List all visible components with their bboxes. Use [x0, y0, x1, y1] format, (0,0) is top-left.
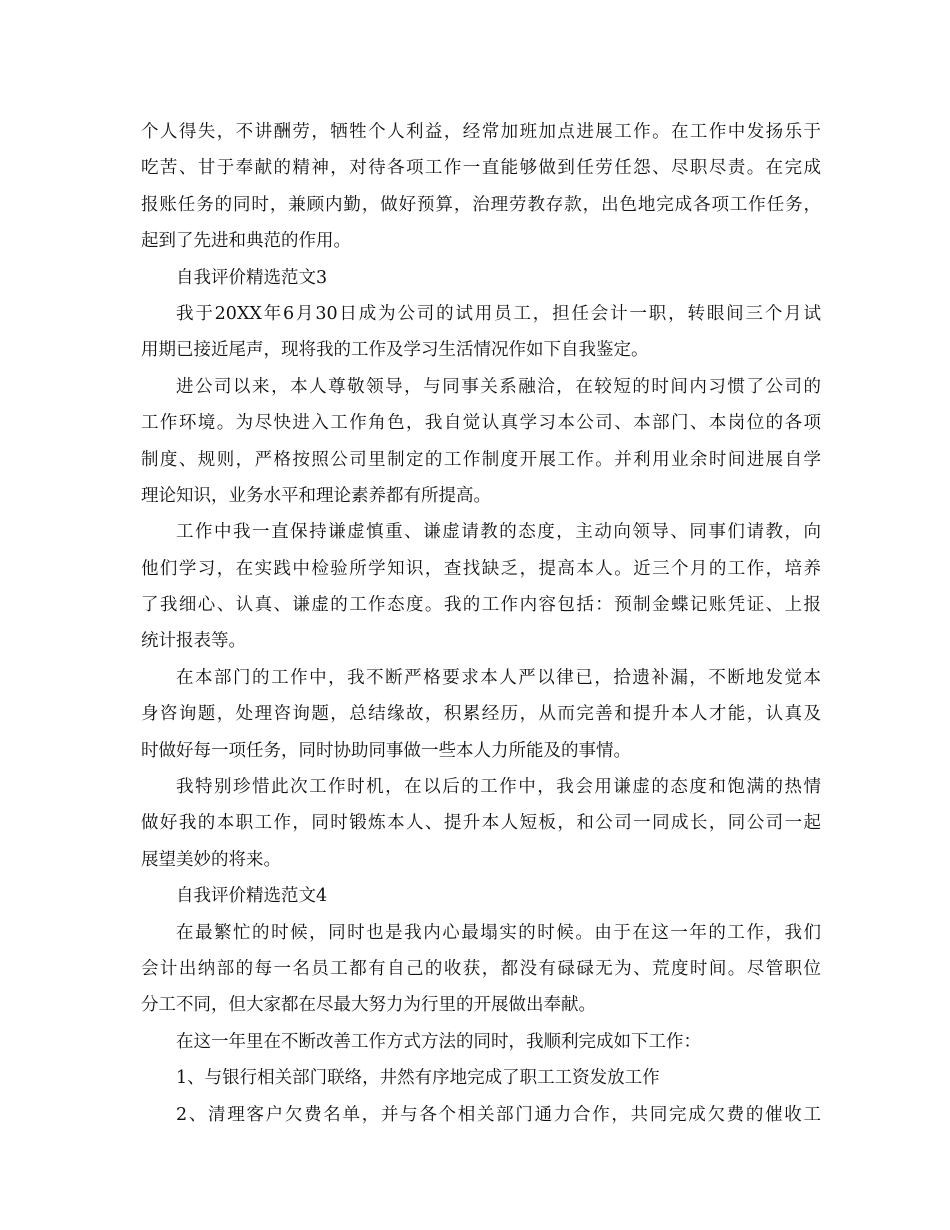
- text-line: 了我细心、认真、谦虚的工作态度。我的工作内容包括：预制金蝶记账凭证、上报: [141, 595, 821, 616]
- text-line: 报账任务的同时，兼顾内勤，做好预算，治理劳教存款，出色地完成各项工作任务，: [141, 194, 821, 215]
- text-line: 我特别珍惜此次工作时机，在以后的工作中，我会用谦虚的态度和饱满的热情: [176, 777, 821, 798]
- text-line: 我于20XX年6月30日成为公司的试用员工，担任会计一职，转眼间三个月试: [176, 303, 821, 324]
- text-line: 展望美妙的将来。: [141, 849, 281, 870]
- text-line: 做好我的本职工作，同时锻炼本人、提升本人短板，和公司一同成长，同公司一起: [141, 813, 821, 834]
- text-line: 制度、规则，严格按照公司里制定的工作制度开展工作。并利用业余时间进展自学: [141, 449, 821, 470]
- text-line: 会计出纳部的每一名员工都有自己的收获，都没有碌碌无为、荒度时间。尽管职位: [141, 958, 821, 979]
- text-line: 起到了先进和典范的作用。: [141, 231, 351, 252]
- text-line: 在最繁忙的时候，同时也是我内心最塌实的时候。由于在这一年的工作，我们: [176, 922, 821, 943]
- list-item: 1、与银行相关部门联络，井然有序地完成了职工工资发放工作: [176, 1068, 660, 1089]
- text-line: 工作中我一直保持谦虚慎重、谦虚请教的态度，主动向领导、同事们请教，向: [176, 522, 821, 543]
- text-line: 进公司以来，本人尊敬领导，与同事关系融洽，在较短的时间内习惯了公司的: [176, 376, 821, 397]
- text-line: 个人得失，不讲酬劳，牺牲个人利益，经常加班加点进展工作。在工作中发扬乐于: [141, 122, 821, 142]
- text-line: 在这一年里在不断改善工作方式方法的同时，我顺利完成如下工作：: [176, 1031, 701, 1052]
- text-line: 身咨询题，处理咨询题，总结缘故，积累经历，从而完善和提升本人才能，认真及: [141, 704, 821, 725]
- list-item: 2、清理客户欠费名单，并与各个相关部门通力合作，共同完成欠费的催收工: [176, 1104, 821, 1125]
- text-line: 理论知识，业务水平和理论素养都有所提高。: [141, 485, 491, 506]
- text-line: 工作环境。为尽快进入工作角色，我自觉认真学习本公司、本部门、本岗位的各项: [141, 413, 821, 434]
- text-line: 分工不同，但大家都在尽最大努力为行里的开展做出奉献。: [141, 995, 596, 1016]
- text-line: 用期已接近尾声，现将我的工作及学习生活情况作如下自我鉴定。: [141, 340, 649, 361]
- section-heading: 自我评价精选范文4: [176, 886, 328, 907]
- text-line: 时做好每一项任务，同时协助同事做一些本人力所能及的事情。: [141, 740, 631, 761]
- text-line: 吃苦、甘于奉献的精神，对待各项工作一直能够做到任劳任怨、尽职尽责。在完成: [141, 158, 821, 179]
- text-line: 统计报表等。: [141, 631, 246, 652]
- text-line: 在本部门的工作中，我不断严格要求本人严以律已，拾遗补漏，不断地发觉本: [176, 667, 821, 688]
- document-body: [141, 114, 821, 1133]
- text-line: 他们学习，在实践中检验所学知识，查找缺乏，提高本人。近三个月的工作，培养: [141, 558, 821, 579]
- section-heading: 自我评价精选范文3: [176, 267, 328, 288]
